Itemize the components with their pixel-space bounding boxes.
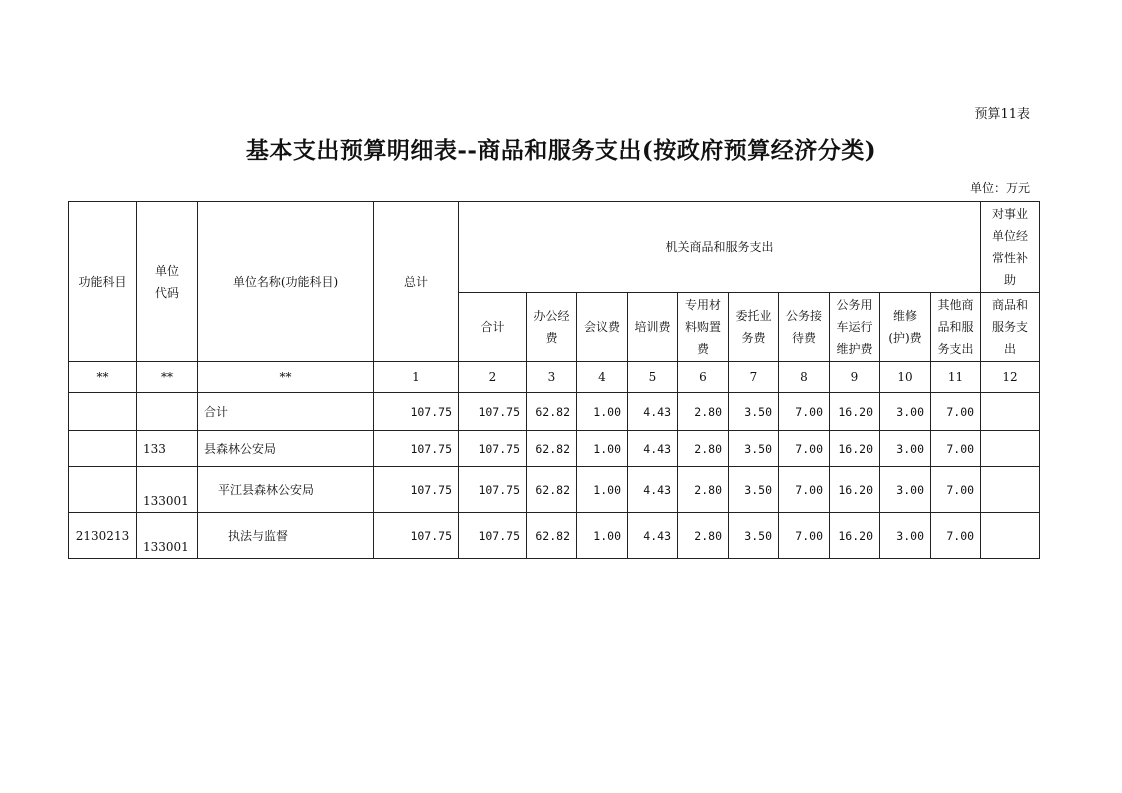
header-training: 培训费 (628, 293, 678, 362)
index-row (69, 362, 1040, 393)
func-cell (69, 393, 137, 431)
index-cell: 12 (981, 362, 1040, 393)
code-cell (137, 393, 198, 431)
value-cell: 16.20 (830, 393, 880, 431)
index-cell: 11 (931, 362, 981, 393)
header-office: 办公经费 (527, 293, 577, 362)
value-cell: 3.00 (880, 393, 931, 431)
value-cell: 1.00 (577, 467, 628, 513)
table-row (69, 431, 1040, 467)
value-cell: 62.82 (527, 513, 577, 559)
value-cell: 4.43 (628, 513, 678, 559)
code-cell: 133001 (137, 513, 198, 559)
header-group: 机关商品和服务支出 (459, 202, 981, 293)
value-cell: 16.20 (830, 513, 880, 559)
value-cell (981, 393, 1040, 431)
value-cell: 107.75 (459, 467, 527, 513)
value-cell: 16.20 (830, 431, 880, 467)
value-cell: 1.00 (577, 513, 628, 559)
header-code: 单位代码 (137, 202, 198, 362)
header-sub-total: 合计 (459, 293, 527, 362)
value-cell: 2.80 (678, 431, 729, 467)
value-cell: 62.82 (527, 393, 577, 431)
value-cell: 3.00 (880, 467, 931, 513)
index-cell: 5 (628, 362, 678, 393)
value-cell: 7.00 (779, 431, 830, 467)
value-cell: 107.75 (374, 513, 459, 559)
header-name: 单位名称(功能科目) (198, 202, 374, 362)
value-cell: 3.50 (729, 393, 779, 431)
value-cell: 107.75 (459, 431, 527, 467)
header-reception: 公务接待费 (779, 293, 830, 362)
value-cell: 7.00 (931, 431, 981, 467)
header-meeting: 会议费 (577, 293, 628, 362)
code-cell: 133 (137, 431, 198, 467)
name-cell: 平江县森林公安局 (198, 467, 374, 513)
value-cell: 7.00 (931, 467, 981, 513)
value-cell: 16.20 (830, 467, 880, 513)
value-cell: 3.50 (729, 513, 779, 559)
index-cell: 1 (374, 362, 459, 393)
value-cell: 1.00 (577, 393, 628, 431)
value-cell: 7.00 (931, 513, 981, 559)
value-cell: 3.50 (729, 431, 779, 467)
value-cell: 3.50 (729, 467, 779, 513)
index-cell: 6 (678, 362, 729, 393)
value-cell: 2.80 (678, 513, 729, 559)
value-cell: 4.43 (628, 393, 678, 431)
name-cell: 县森林公安局 (198, 431, 374, 467)
value-cell: 7.00 (931, 393, 981, 431)
func-cell (69, 467, 137, 513)
value-cell (981, 513, 1040, 559)
value-cell (981, 431, 1040, 467)
table-row (69, 467, 1040, 513)
header-subsidy-top: 对事业单位经常性补助 (981, 202, 1040, 293)
value-cell: 7.00 (779, 393, 830, 431)
table-row (69, 513, 1040, 559)
index-cell: 7 (729, 362, 779, 393)
page-title: 基本支出预算明细表--商品和服务支出(按政府预算经济分类) (245, 137, 877, 164)
value-cell: 3.00 (880, 431, 931, 467)
unit-label: 单位：万元 (969, 181, 1030, 195)
index-cell: 8 (779, 362, 830, 393)
header-total: 总计 (374, 202, 459, 362)
func-cell (69, 431, 137, 467)
value-cell: 2.80 (678, 393, 729, 431)
header-func: 功能科目 (69, 202, 137, 362)
index-cell: 9 (830, 362, 880, 393)
budget-table (68, 201, 1040, 559)
value-cell: 62.82 (527, 431, 577, 467)
value-cell: 1.00 (577, 431, 628, 467)
index-cell: 4 (577, 362, 628, 393)
code-cell: 133001 (137, 467, 198, 513)
index-cell: ** (69, 362, 137, 393)
value-cell (981, 467, 1040, 513)
header-other: 其他商品和服务支出 (931, 293, 981, 362)
index-cell: 3 (527, 362, 577, 393)
form-number: 预算11表 (974, 107, 1030, 122)
header-materials: 专用材料购置费 (678, 293, 729, 362)
index-cell: ** (137, 362, 198, 393)
value-cell: 7.00 (779, 467, 830, 513)
name-cell: 合计 (198, 393, 374, 431)
header-vehicle: 公务用车运行维护费 (830, 293, 880, 362)
name-cell: 执法与监督 (198, 513, 374, 559)
value-cell: 107.75 (374, 431, 459, 467)
header-entrusted: 委托业务费 (729, 293, 779, 362)
value-cell: 4.43 (628, 431, 678, 467)
value-cell: 3.00 (880, 513, 931, 559)
index-cell: 10 (880, 362, 931, 393)
value-cell: 62.82 (527, 467, 577, 513)
index-cell: ** (198, 362, 374, 393)
value-cell: 107.75 (459, 513, 527, 559)
value-cell: 4.43 (628, 467, 678, 513)
header-subsidy-sub: 商品和服务支出 (981, 293, 1040, 362)
index-cell: 2 (459, 362, 527, 393)
value-cell: 107.75 (374, 393, 459, 431)
value-cell: 2.80 (678, 467, 729, 513)
value-cell: 7.00 (779, 513, 830, 559)
value-cell: 107.75 (374, 467, 459, 513)
table-row (69, 393, 1040, 431)
func-cell: 2130213 (69, 513, 137, 559)
value-cell: 107.75 (459, 393, 527, 431)
header-repair: 维修(护)费 (880, 293, 931, 362)
